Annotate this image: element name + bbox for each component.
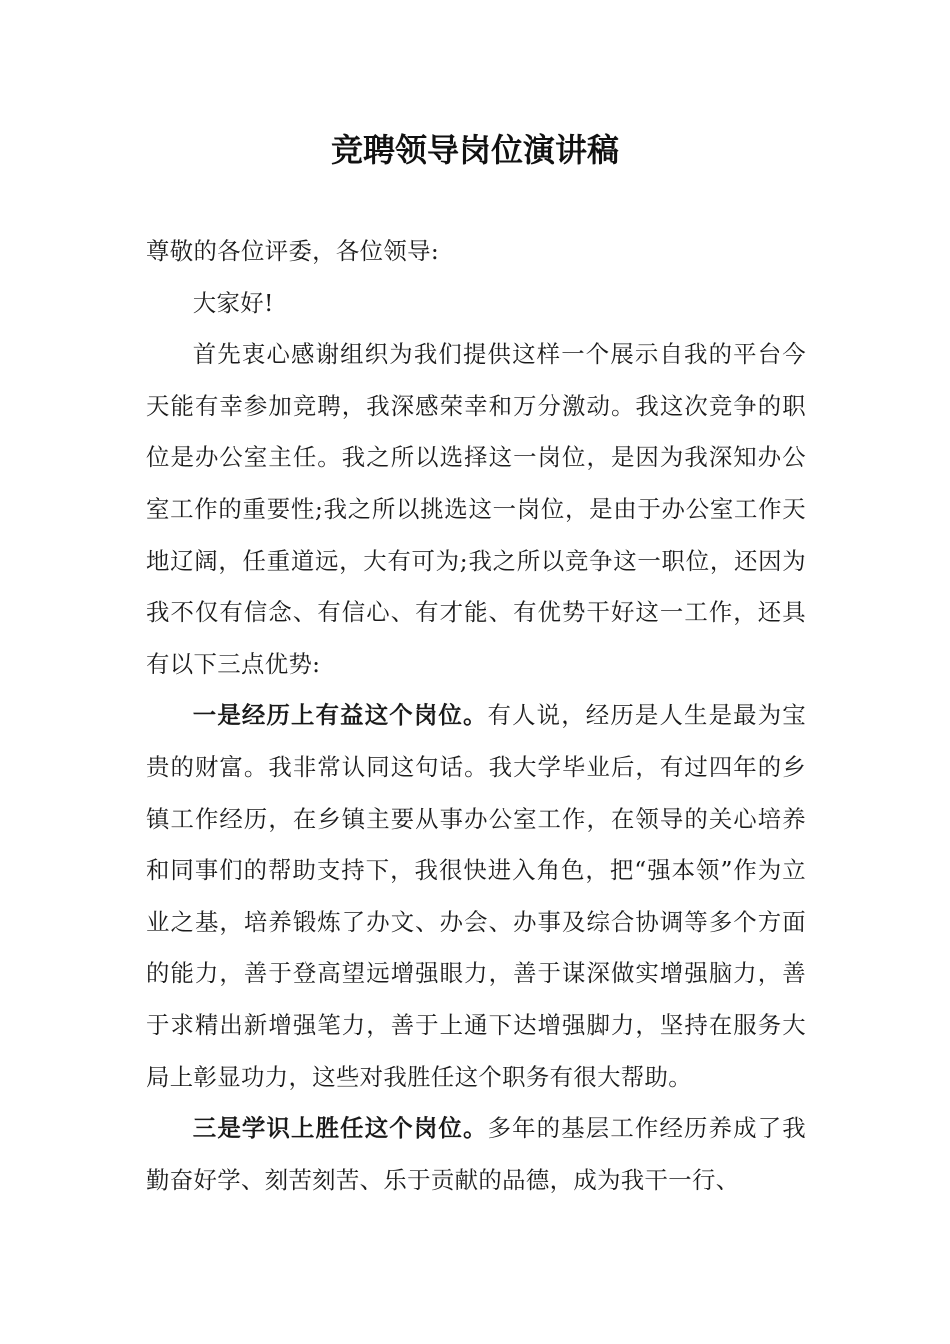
point-three-paragraph [146, 1103, 806, 1206]
point-one-text: 有人说，经历是人生是最为宝贵的财富。我非常认同这句话。我大学毕业后，有过四年的乡镇工作经历，在乡镇主要从事办公室工作，在领导的关心培养和同事们的帮助支持下，我很快进入角色，把“强本领”作为立业之基，培养锻炼了办文、办会、办事及综合协调等多个方面的能力，善于登高望远增强眼力，善于谋深做实增强脑力，善于求精出新增强笔力，善于上通下达增强脚力，坚持在服务大局上彰显功力，这些对我胜任这个职务有很大帮助。 [146, 701, 806, 1091]
point-three-lead: 三是学识上胜任这个岗位。 [192, 1114, 488, 1143]
point-one-paragraph [146, 690, 806, 1103]
intro-paragraph: 首先衷心感谢组织为我们提供这样一个展示自我的平台今天能有幸参加竞聘，我深感荣幸和万分激动。我这次竞争的职位是办公室主任。我之所以选择这一岗位，是因为我深知办公室工作的重要性;我之所以挑选这一岗位，是由于办公室工作天地辽阔，任重道远，大有可为;我之所以竞争这一职位，还因为我不仅有信念、有信心、有才能、有优势干好这一工作，还具有以下三点优势: [146, 340, 806, 678]
point-one-lead: 一是经历上有益这个岗位。 [192, 701, 488, 730]
greeting: 大家好! [192, 288, 274, 317]
document-body [146, 226, 806, 1206]
document-title: 竞聘领导岗位演讲稿 [330, 131, 619, 169]
point-three-text: 多年的基层工作经历养成了我勤奋好学、刻苦刻苦、乐于贡献的品德，成为我干一行、 [146, 1114, 806, 1194]
salutation: 尊敬的各位评委，各位领导: [146, 237, 440, 265]
